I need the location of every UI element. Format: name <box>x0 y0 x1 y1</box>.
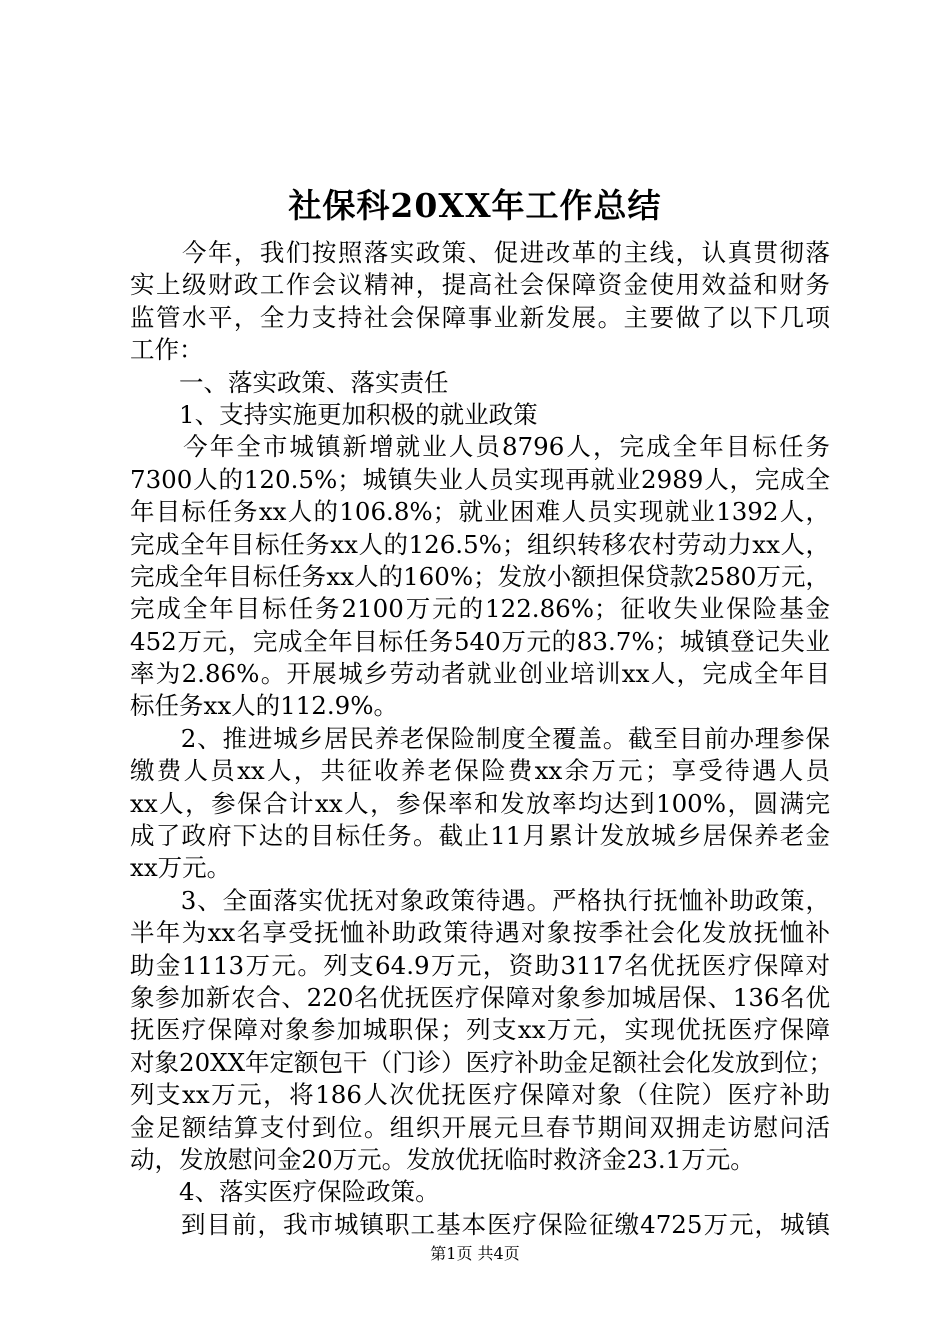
text-line: 3、全面落实优抚对象政策待遇。严格执行抚恤补助政策， <box>130 885 830 915</box>
text-line: 2、推进城乡居民养老保险制度全覆盖。截至目前办理参保 <box>130 723 830 753</box>
text-line: 452万元，完成全年目标任务540万元的83.7%；城镇登记失业 <box>130 626 830 656</box>
text-line: 抚医疗保障对象参加城职保；列支xx万元，实现优抚医疗保障 <box>130 1015 830 1045</box>
text-line: 成了政府下达的目标任务。截止11月累计发放城乡居保养老金 <box>130 821 830 851</box>
text-line: 今年全市城镇新增就业人员8796人，完成全年目标任务 <box>130 432 830 462</box>
text-line: xx人，参保合计xx人，参保率和发放率均达到100%，圆满完 <box>130 788 830 818</box>
text-line: 标任务xx人的112.9%。 <box>130 691 399 721</box>
text-line: 工作： <box>130 335 204 365</box>
text-line: 到目前，我市城镇职工基本医疗保险征缴4725万元，城镇 <box>130 1209 830 1239</box>
text-line: 一、落实政策、落实责任 <box>130 367 449 397</box>
text-line: 今年，我们按照落实政策、促进改革的主线，认真贯彻落 <box>130 238 830 267</box>
text-line: 动，发放慰问金20万元。发放优抚临时救济金23.1万元。 <box>130 1144 755 1174</box>
text-line: 对象20XX年定额包干（门诊）医疗补助金足额社会化发放到位； <box>130 1047 834 1077</box>
text-line: 1、支持实施更加积极的就业政策 <box>130 399 538 429</box>
text-line: 助金1113万元。列支64.9万元，资助3117名优抚医疗保障对 <box>130 950 830 980</box>
text-line: 完成全年目标任务xx人的160%；发放小额担保贷款2580万元， <box>130 561 830 591</box>
text-line: 监管水平，全力支持社会保障事业新发展。主要做了以下几项 <box>130 302 830 332</box>
text-line: 7300人的120.5%；城镇失业人员实现再就业2989人，完成全 <box>130 464 830 494</box>
text-line: 金足额结算支付到位。组织开展元旦春节期间双拥走访慰问活 <box>130 1112 830 1142</box>
text-line: xx万元。 <box>130 853 232 883</box>
document-body <box>130 237 834 1241</box>
text-line: 完成全年目标任务xx人的126.5%；组织转移农村劳动力xx人， <box>130 529 830 559</box>
document-title: 社保科20XX年工作总结 <box>288 186 662 225</box>
text-line: 完成全年目标任务2100万元的122.86%；征收失业保险基金 <box>130 594 830 624</box>
text-line: 4、落实医疗保险政策。 <box>130 1177 440 1207</box>
page-footer: 第1页 共4页 <box>430 1244 520 1263</box>
text-line: 年目标任务xx人的106.8%；就业困难人员实现就业1392人， <box>130 497 830 527</box>
text-line: 象参加新农合、220名优抚医疗保障对象参加城居保、136名优 <box>130 982 830 1012</box>
text-line: 半年为xx名享受抚恤补助政策待遇对象按季社会化发放抚恤补 <box>130 918 830 948</box>
text-line: 率为2.86%。开展城乡劳动者就业创业培训xx人，完成全年目 <box>130 659 830 689</box>
text-line: 缴费人员xx人，共征收养老保险费xx余万元；享受待遇人员 <box>130 756 830 786</box>
text-line: 列支xx万元，将186人次优抚医疗保障对象（住院）医疗补助 <box>130 1080 830 1110</box>
text-line: 实上级财政工作会议精神，提高社会保障资金使用效益和财务 <box>130 270 830 300</box>
